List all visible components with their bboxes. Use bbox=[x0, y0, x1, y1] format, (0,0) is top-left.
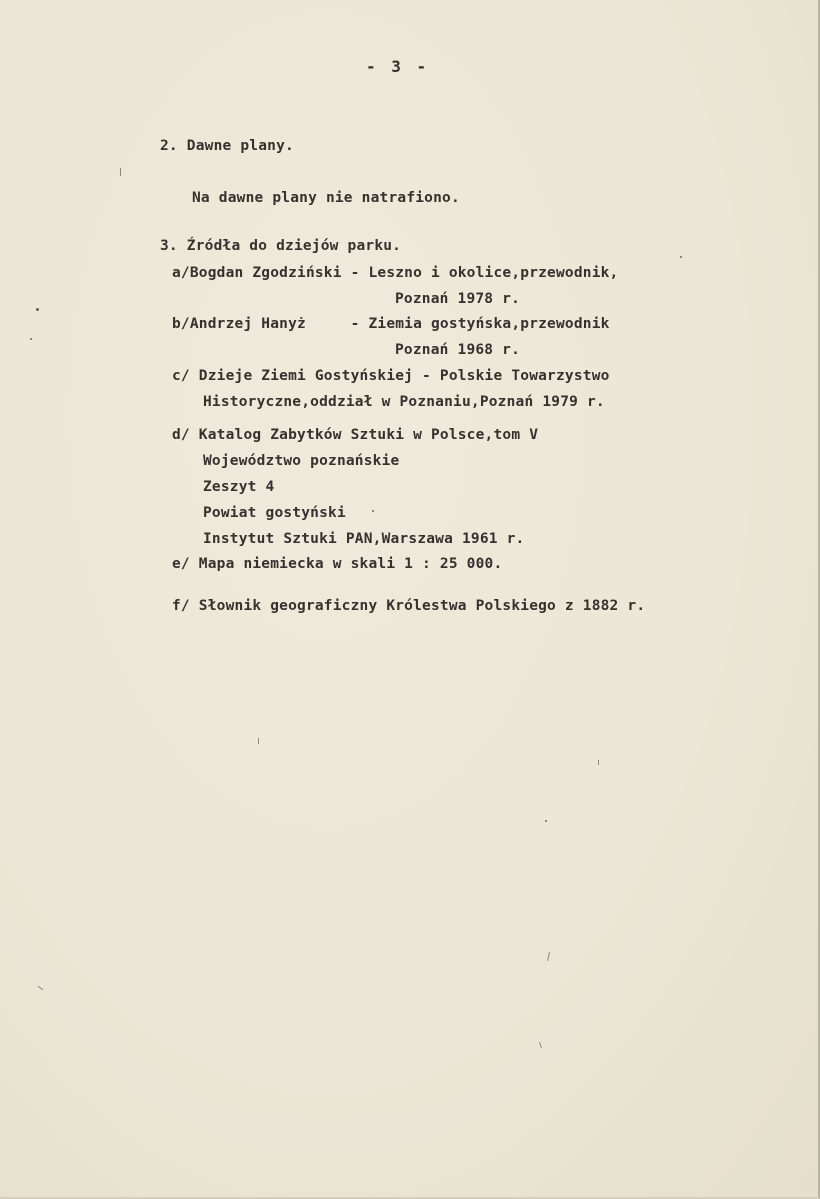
paper-speck bbox=[372, 510, 374, 512]
source-c-line-2: Historyczne,oddział w Poznaniu,Poznań 1979 r. bbox=[203, 394, 605, 410]
source-d-line-5: Instytut Sztuki PAN,Warszawa 1961 r. bbox=[203, 531, 525, 547]
section-2-body: Na dawne plany nie natrafiono. bbox=[192, 190, 460, 206]
paper-speck bbox=[545, 820, 547, 822]
source-d-line-4: Powiat gostyński bbox=[203, 505, 346, 521]
source-a-line-1: a/Bogdan Zgodziński - Leszno i okolice,przewodnik, bbox=[172, 265, 619, 281]
paper-speck bbox=[30, 338, 32, 340]
source-c-line-1: c/ Dzieje Ziemi Gostyńskiej - Polskie Towarzystwo bbox=[172, 368, 610, 384]
source-a-line-2: Poznań 1978 r. bbox=[395, 291, 521, 307]
page-number: - 3 - bbox=[366, 57, 430, 76]
paper-scratch bbox=[38, 986, 43, 991]
source-e-line-1: e/ Mapa niemiecka w skali 1 : 25 000. bbox=[172, 556, 503, 572]
paper-speck bbox=[680, 256, 682, 258]
section-2-heading: 2. Dawne plany. bbox=[160, 138, 294, 154]
source-b-line-2: Poznań 1968 r. bbox=[395, 342, 521, 358]
source-f-line-1: f/ Słownik geograficzny Królestwa Polskiego z 1882 r. bbox=[172, 598, 646, 614]
paper-scratch bbox=[120, 168, 121, 176]
paper-speck bbox=[36, 308, 39, 311]
source-d-line-1: d/ Katalog Zabytków Sztuki w Polsce,tom V bbox=[172, 427, 539, 443]
paper-scratch bbox=[258, 738, 259, 744]
paper-scratch bbox=[539, 1042, 542, 1048]
source-d-line-3: Zeszyt 4 bbox=[203, 479, 275, 495]
section-3-heading: 3. Źródła do dziejów parku. bbox=[160, 238, 402, 254]
source-d-line-2: Województwo poznańskie bbox=[203, 453, 400, 469]
source-b-line-1: b/Andrzej Hanyż - Ziemia gostyńska,przewodnik bbox=[172, 316, 610, 332]
paper-scratch bbox=[598, 760, 599, 765]
paper-scratch bbox=[547, 952, 550, 961]
